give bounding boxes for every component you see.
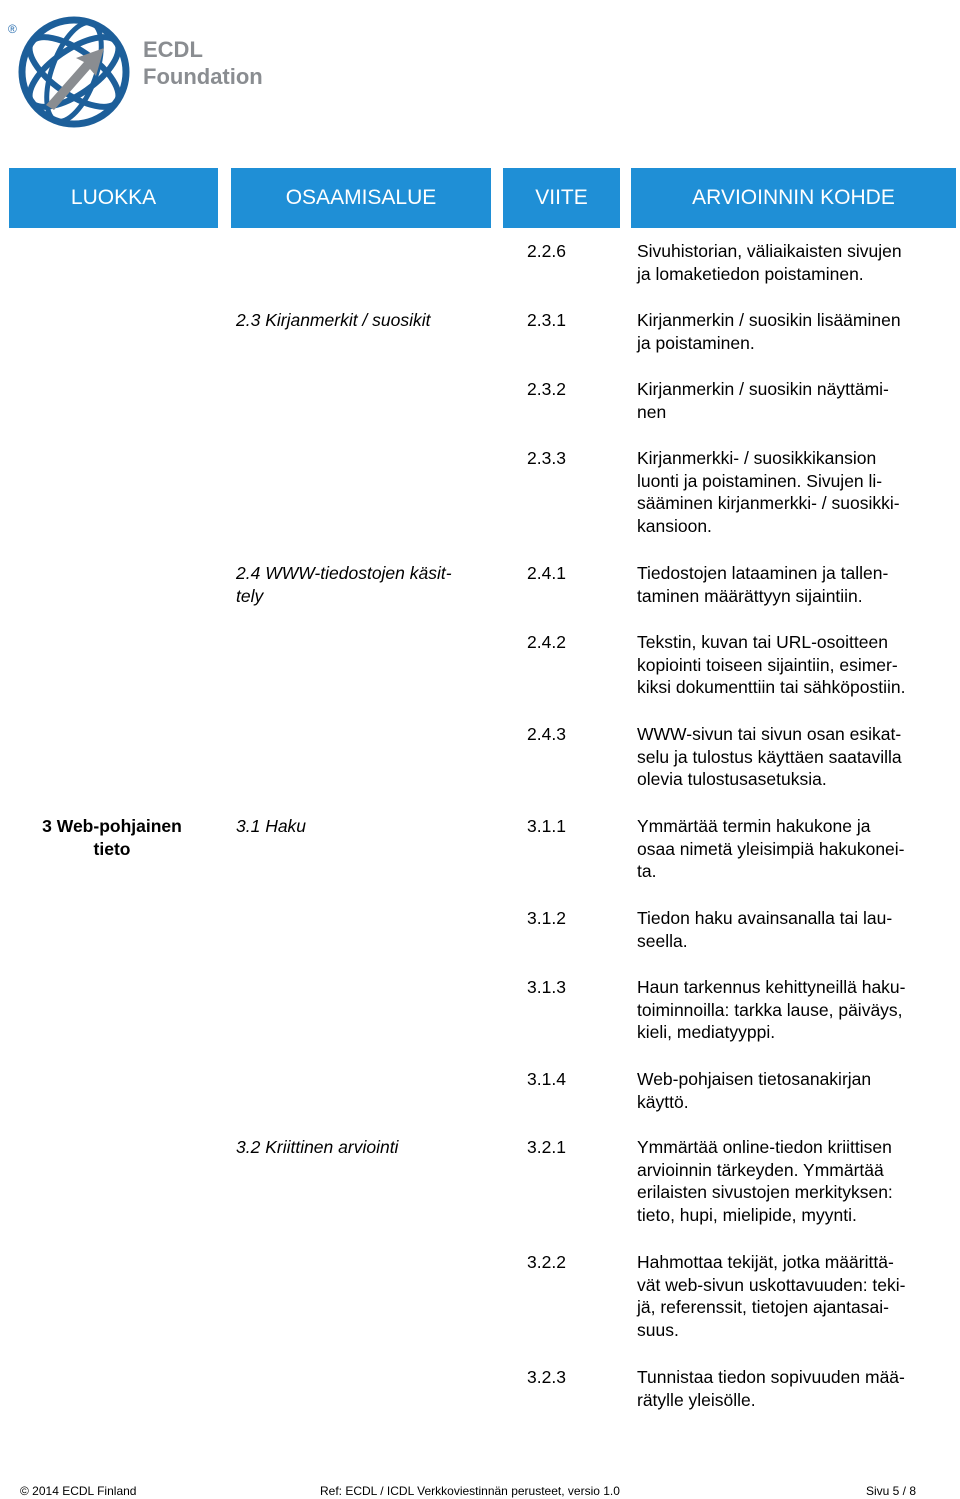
ref-2-3-2: 2.3.2 <box>527 379 566 399</box>
task-2-3-2: Kirjanmerkin / suosikin näyttämi- nen <box>637 379 889 422</box>
footer-page-number: Sivu 5 / 8 <box>866 1484 917 1498</box>
task-2-4-2: Tekstin, kuvan tai URL-osoitteen kopiointi toiseen sijaintiin, esimer- kiksi dokumenttiin tai sähköpostiin. <box>637 632 906 697</box>
ref-3-2-1: 3.2.1 <box>527 1137 566 1157</box>
ref-2-4-1: 2.4.1 <box>527 563 566 583</box>
registered-mark: ® <box>8 22 17 36</box>
header-task: ARVIOINNIN KOHDE <box>631 168 956 228</box>
logo-wordmark <box>143 36 263 90</box>
footer-copyright: © 2014 ECDL Finland <box>20 1484 137 1498</box>
ref-3-1-2: 3.1.2 <box>527 908 566 928</box>
ref-2-4-3: 2.4.3 <box>527 724 566 744</box>
task-3-1-2: Tiedon haku avainsanalla tai lau- seella. <box>637 908 893 951</box>
skill-area-2-4: 2.4 WWW-tiedostojen käsit- tely <box>236 563 452 606</box>
ref-3-1-4: 3.1.4 <box>527 1069 566 1089</box>
task-2-2-6: Sivuhistorian, väliaikaisten sivujen ja lomaketiedon poistaminen. <box>637 241 902 284</box>
ref-2-3-3: 2.3.3 <box>527 448 566 468</box>
task-2-4-3: WWW-sivun tai sivun osan esikat- selu ja tulostus käyttäen saatavilla olevia tulostusasetuksia. <box>637 724 902 789</box>
header-skill-area: OSAAMISALUE <box>231 168 491 228</box>
task-3-2-3: Tunnistaa tiedon sopivuuden mää- rätylle yleisölle. <box>637 1367 905 1410</box>
ref-2-4-2: 2.4.2 <box>527 632 566 652</box>
task-2-4-1: Tiedostojen lataaminen ja tallen- taminen määrättyyn sijaintiin. <box>637 563 889 606</box>
ref-2-2-6: 2.2.6 <box>527 241 566 261</box>
ref-3-1-3: 3.1.3 <box>527 977 566 997</box>
task-3-1-3: Haun tarkennus kehittyneillä haku- toiminnoilla: tarkka lause, päiväys, kieli, mediatyyppi. <box>637 977 906 1042</box>
task-3-1-4: Web-pohjaisen tietosanakirjan käyttö. <box>637 1069 872 1112</box>
header-category: LUOKKA <box>9 168 218 228</box>
task-3-2-1: Ymmärtää online-tiedon kriittisen arvioinnin tärkeyden. Ymmärtää erilaisten sivustojen merkityksen: tieto, hupi, mielipide, myynti. <box>637 1137 893 1225</box>
task-3-2-2: Hahmottaa tekijät, jotka määrittä- vät web-sivun uskottavuuden: teki- jä, referenssit, tietojen ajantasai- suus. <box>637 1252 906 1340</box>
header-ref: VIITE <box>503 168 620 228</box>
logo-line-ecdl: ECDL <box>143 37 203 62</box>
category-3: 3 Web-pohjainen tieto <box>42 816 182 859</box>
ref-3-2-2: 3.2.2 <box>527 1252 566 1272</box>
ref-2-3-1: 2.3.1 <box>527 310 566 330</box>
logo-line-foundation: Foundation <box>143 64 263 89</box>
task-2-3-1: Kirjanmerkin / suosikin lisääminen ja poistaminen. <box>637 310 901 353</box>
skill-area-3-1: 3.1 Haku <box>236 816 307 836</box>
ref-3-1-1: 3.1.1 <box>527 816 566 836</box>
skill-area-3-2: 3.2 Kriittinen arviointi <box>236 1137 399 1157</box>
footer-reference: Ref: ECDL / ICDL Verkkoviestinnän perusteet, versio 1.0 <box>320 1484 620 1498</box>
task-3-1-1: Ymmärtää termin hakukone ja osaa nimetä yleisimpiä hakukonei- ta. <box>637 816 905 881</box>
task-2-3-3: Kirjanmerkki- / suosikkikansion luonti ja poistaminen. Sivujen li- sääminen kirjanmerkki- / suosikki- kansioon. <box>637 448 900 536</box>
ref-3-2-3: 3.2.3 <box>527 1367 566 1387</box>
skill-area-2-3: 2.3 Kirjanmerkit / suosikit <box>236 310 431 330</box>
